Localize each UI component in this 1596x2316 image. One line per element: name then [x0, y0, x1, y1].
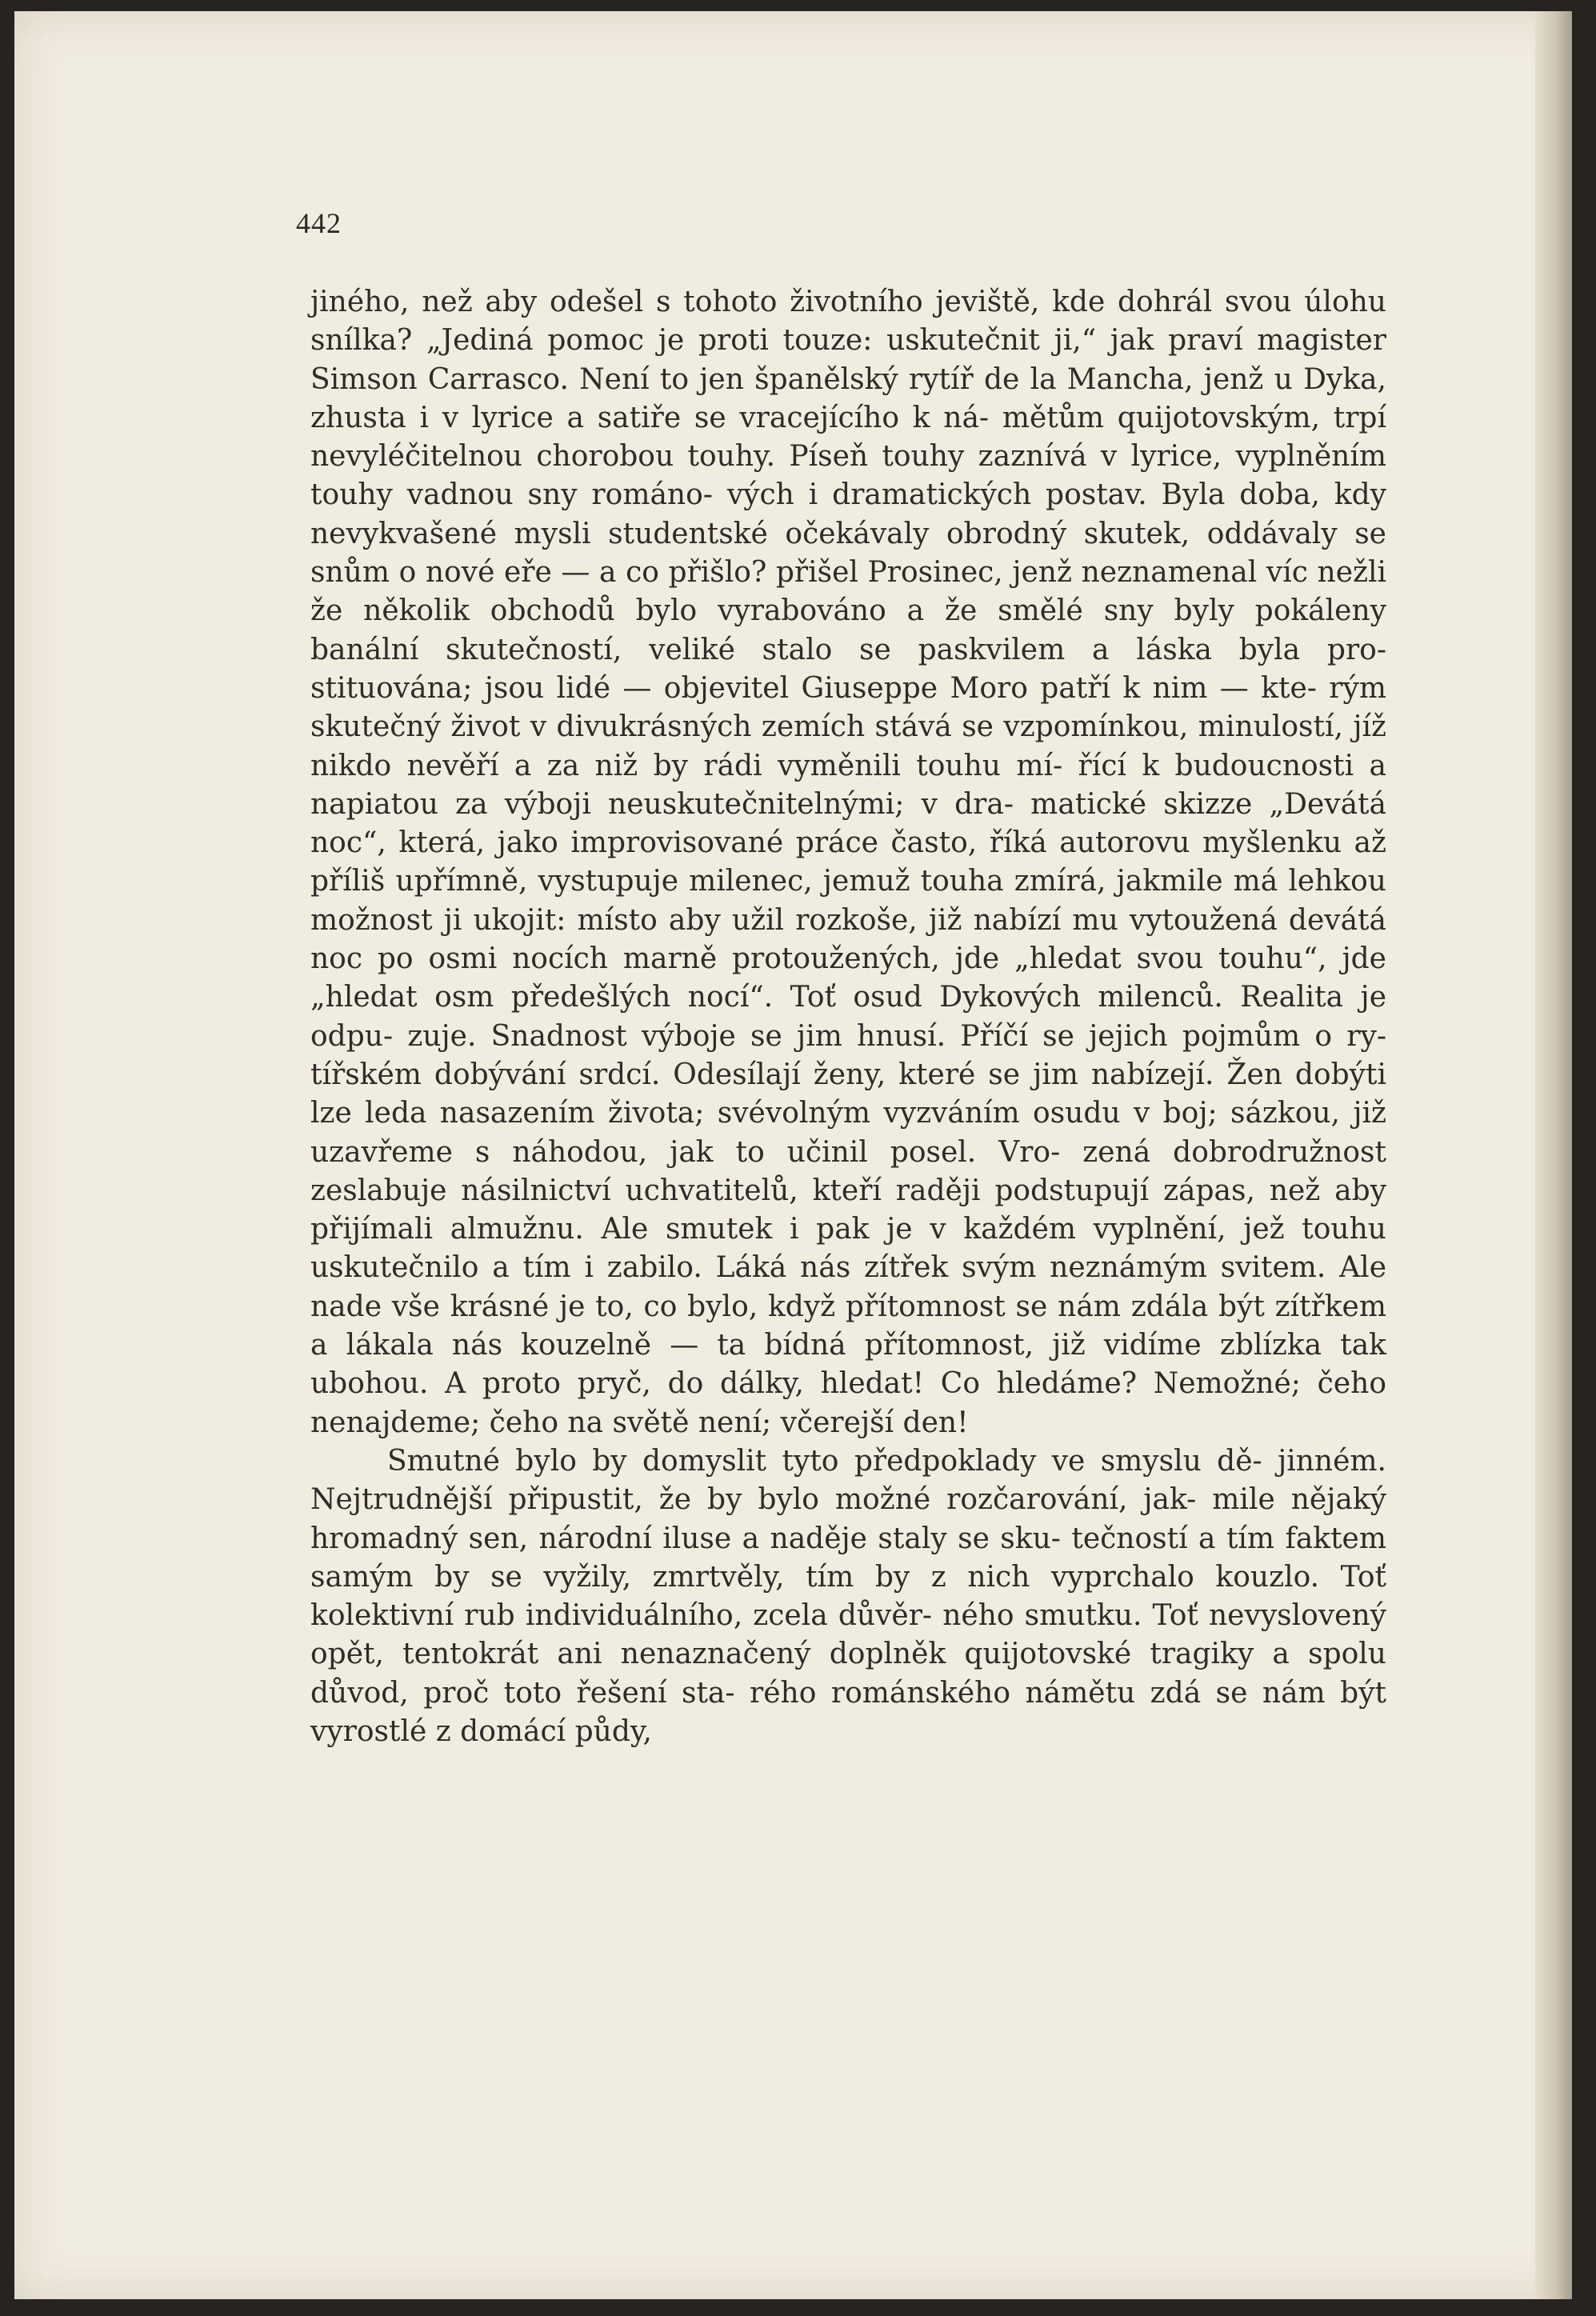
book-page	[14, 11, 1572, 2299]
body-text	[310, 283, 1386, 1751]
paragraph-continued: jiného, než aby odešel s tohoto životního jeviště, kde dohrál svou úlohu snílka? „Jediná pomoc je proti touze: uskutečnit ji,“ jak praví magister Simson Carrasco. Není to jen španělský rytíř de la Mancha, jenž u Dyka, zhusta i v lyrice a satiře se vracejícího k ná- mětům quijotovským, trpí nevyléčitelnou chorobou touhy. Píseň touhy zaznívá v lyrice, vyplněním touhy vadnou sny románo- vých i dramatických postav. Byla doba, kdy nevykvašené mysli studentské očekávaly obrodný skutek, oddávaly se snům o nové eře — a co přišlo? přišel Prosinec, jenž neznamenal víc nežli že několik obchodů bylo vyrabováno a že smělé sny byly pokáleny banální skutečností, veliké stalo se paskvilem a láska byla pro- stituována; jsou lidé — objevitel Giuseppe Moro patří k nim — kte- rým skutečný život v divukrásných zemích stává se vzpomínkou, minulostí, jíž nikdo nevěří a za niž by rádi vyměnili touhu mí- řící k budoucnosti a napiatou za výboji neuskutečnitelnými; v dra- matické skizze „Devátá noc“, která, jako improvisované práce často, říká autorovu myšlenku až příliš upřímně, vystupuje milenec, jemuž touha zmírá, jakmile má lehkou možnost ji ukojit: místo aby užil rozkoše, již nabízí mu vytoužená devátá noc po osmi nocích marně protoužených, jde „hledat svou touhu“, jde „hledat osm předešlých nocí“. Toť osud Dykových milenců. Realita je odpu- zuje. Snadnost výboje se jim hnusí. Příčí se jejich pojmům o ry- tířském dobývání srdcí. Odesílají ženy, které se jim nabízejí. Žen dobýti lze leda nasazením života; svévolným vyzváním osudu v boj; sázkou, již uzavřeme s náhodou, jak to učinil posel. Vro- zená dobrodružnost zeslabuje násilnictví uchvatitelů, kteří raději podstupují zápas, než aby přijímali almužnu. Ale smutek i pak je v každém vyplnění, jež touhu uskutečnilo a tím i zabilo. Láká nás zítřek svým neznámým svitem. Ale nade vše krásné je to, co bylo, když přítomnost se nám zdála být zítřkem a lákala nás kouzelně — ta bídná přítomnost, již vidíme zblízka tak ubohou. A proto pryč, do dálky, hledat! Co hledáme? Nemožné; čeho nenajdeme; čeho na světě není; včerejší den!	[310, 286, 1386, 1439]
page-binding-edge	[1535, 11, 1572, 2299]
page-number: 442	[296, 207, 342, 239]
paragraph: Smutné bylo by domyslit tyto předpoklady ve smyslu dě- jinném. Nejtrudnější připustit, že by bylo možné rozčarování, jak- mile nějaký hromadný sen, národní iluse a naděje staly se sku- tečností a tím faktem samým by se vyžily, zmrtvěly, tím by z nich vyprchalo kouzlo. Toť kolektivní rub individuálního, zcela důvěr- ného smutku. Toť nevyslovený opět, tentokrát ani nenaznačený doplněk quijotovské tragiky a spolu důvod, proč toto řešení sta- rého románského námětu zdá se nám být vyrostlé z domácí půdy,	[310, 1444, 1386, 1748]
